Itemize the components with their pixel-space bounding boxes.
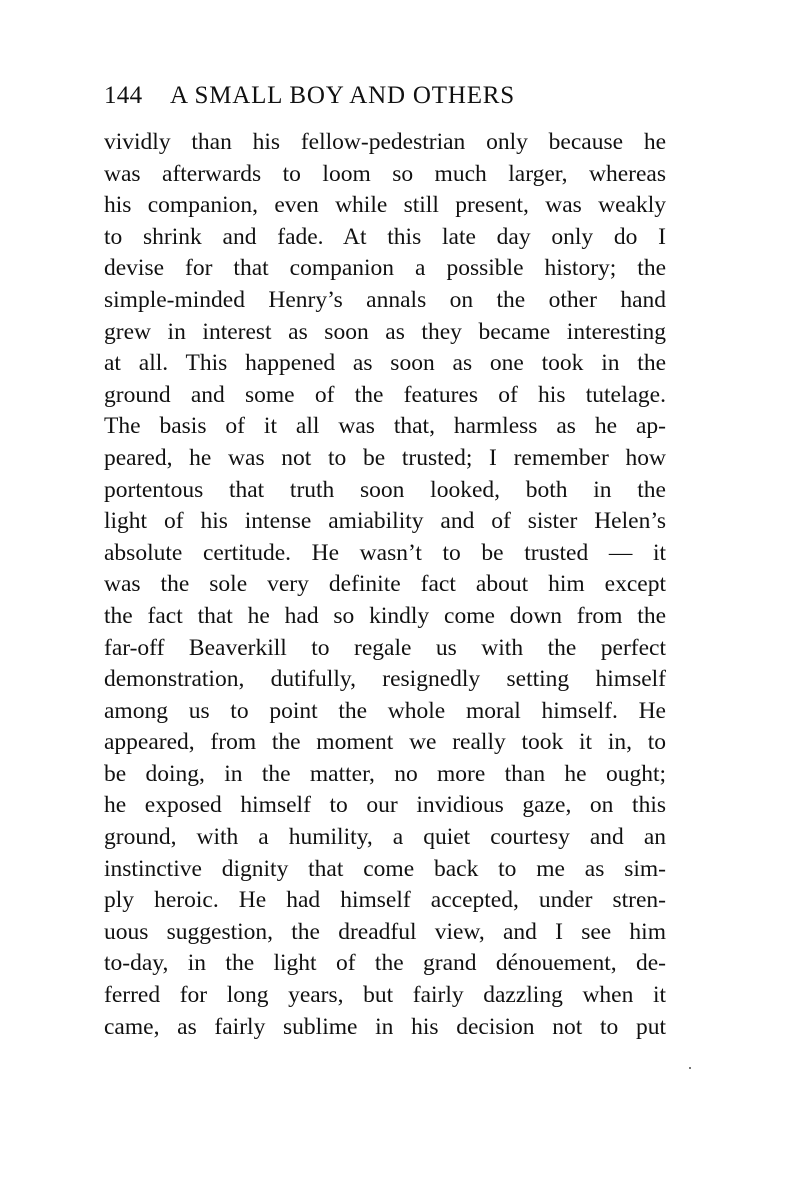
text-line: demonstration, dutifully, resignedly setting himself bbox=[104, 666, 666, 693]
text-line: instinctive dignity that come back to me as sim- bbox=[104, 855, 666, 882]
text-line: ply heroic. He had himself accepted, under stren- bbox=[104, 887, 666, 914]
text-line: light of his intense amiability and of sister Helen’s bbox=[104, 508, 666, 535]
text-line: grew in interest as soon as they became interesting bbox=[104, 318, 666, 345]
text-line: came, as fairly sublime in his decision not to put bbox=[104, 1013, 666, 1040]
text-line: appeared, from the moment we really took it in, to bbox=[104, 729, 666, 756]
text-line: devise for that companion a possible history; the bbox=[104, 255, 666, 282]
page-number: 144 bbox=[104, 82, 143, 109]
running-head: A SMALL BOY AND OTHERS bbox=[170, 82, 515, 109]
text-line: portentous that truth soon looked, both in the bbox=[104, 476, 666, 503]
text-line: The basis of it all was that, harmless as he ap- bbox=[104, 413, 666, 440]
text-line: be doing, in the matter, no more than he ought; bbox=[104, 760, 666, 787]
text-line: the fact that he had so kindly come down from the bbox=[104, 602, 666, 629]
text-line: uous suggestion, the dreadful view, and I see him bbox=[104, 918, 666, 945]
book-page bbox=[104, 80, 666, 1043]
text-line: vividly than his fellow-pedestrian only because he bbox=[104, 129, 666, 155]
page-header bbox=[104, 80, 666, 112]
text-line: absolute certitude. He wasn’t to be trusted — it bbox=[104, 539, 666, 566]
text-line: far-off Beaverkill to regale us with the perfect bbox=[104, 634, 666, 661]
text-line: among us to point the whole moral himself. He bbox=[104, 697, 666, 724]
text-line: to shrink and fade. At this late day only do I bbox=[104, 223, 666, 250]
text-line: simple-minded Henry’s annals on the other hand bbox=[104, 286, 666, 313]
text-line: ground, with a humility, a quiet courtesy and an bbox=[104, 824, 666, 851]
text-line: ground and some of the features of his tutelage. bbox=[104, 381, 666, 408]
text-line: ferred for long years, but fairly dazzling when it bbox=[104, 982, 666, 1009]
text-line: was afterwards to loom so much larger, whereas bbox=[104, 160, 666, 187]
text-line: he exposed himself to our invidious gaze, on this bbox=[104, 792, 666, 819]
scan-speck bbox=[689, 1067, 691, 1069]
text-line: at all. This happened as soon as one took in the bbox=[104, 350, 666, 377]
text-line: his companion, even while still present, was weakly bbox=[104, 192, 666, 219]
text-line: was the sole very definite fact about him except bbox=[104, 571, 666, 598]
text-line: peared, he was not to be trusted; I remember how bbox=[104, 444, 666, 471]
text-line: to-day, in the light of the grand dénouement, de- bbox=[104, 950, 666, 977]
body-text bbox=[104, 127, 666, 1043]
